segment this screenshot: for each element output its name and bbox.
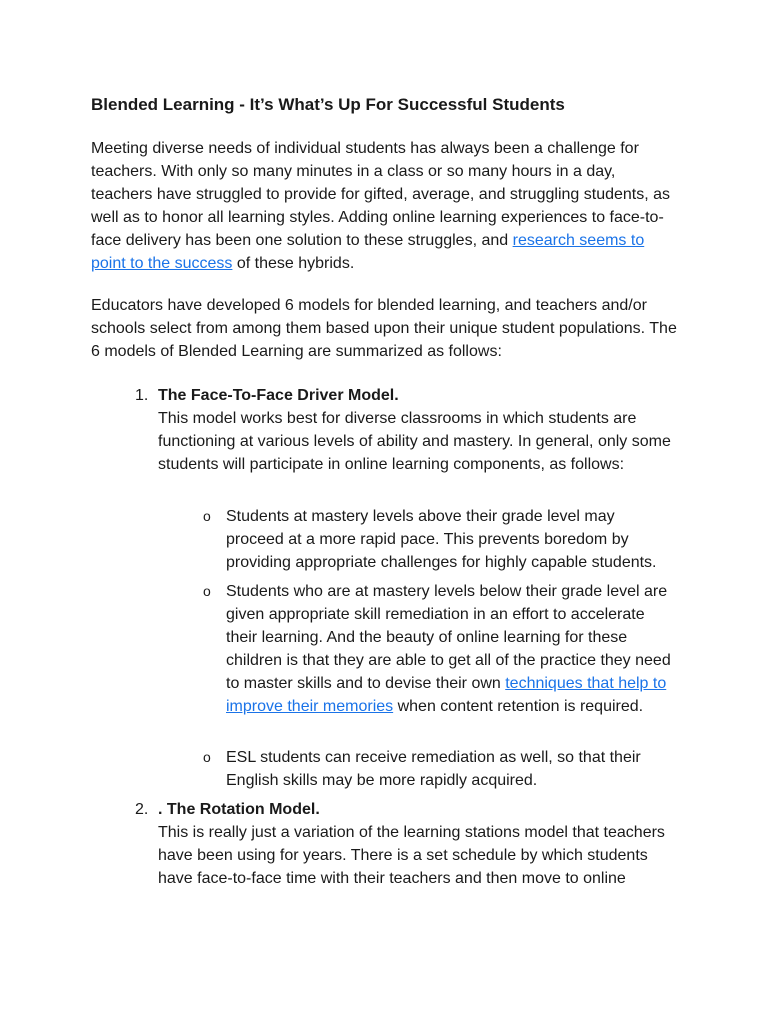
- research-link[interactable]: research seems to point to the success: [91, 232, 645, 272]
- bullet-marker: o: [203, 583, 211, 599]
- bullet-marker: o: [203, 749, 211, 765]
- intro-paragraph: [91, 137, 681, 275]
- list-number: 2.: [135, 801, 149, 818]
- document-title: Blended Learning - It’s What’s Up For Successful Students: [91, 95, 565, 114]
- bullet-marker: o: [203, 508, 211, 524]
- intro-text: Meeting diverse needs of individual students has always been a challenge for teachers. With only so many minutes in a class or so many hours in a day, teachers have struggled to provide for gifted, average, and struggling students, as well as to honor all learning styles. Adding online learning experiences to face-to-face delivery has been one solution to these struggles, and: [91, 140, 671, 249]
- sub-list-item: [226, 580, 671, 718]
- sub-list-item: Students at mastery levels above their grade level may proceed at a more rapid pace. This prevents boredom by providing appropriate challenges for highly capable students.: [226, 508, 657, 571]
- item-heading: . The Rotation Model.: [158, 801, 320, 818]
- memory-techniques-link[interactable]: techniques that help to improve their memories: [226, 675, 667, 715]
- list-item: [158, 384, 678, 476]
- item-heading: The Face-To-Face Driver Model.: [158, 387, 399, 404]
- item-body: This is really just a variation of the learning stations model that teachers have been using for years. There is a set schedule by which students have face-to-face time with their teachers and then move to online: [158, 824, 665, 887]
- list-item: [158, 798, 678, 890]
- item-body: This model works best for diverse classrooms in which students are functioning at various levels of ability and mastery. In general, only some students will participate in online learning components, as follows:: [158, 410, 671, 473]
- models-intro-paragraph: Educators have developed 6 models for blended learning, and teachers and/or schools select from among them based upon their unique student populations. The 6 models of Blended Learning are summarized as follows:: [91, 297, 677, 360]
- sub-list-item: ESL students can receive remediation as well, so that their English skills may be more rapidly acquired.: [226, 749, 641, 789]
- list-number: 1.: [135, 387, 149, 404]
- intro-text-end: of these hybrids.: [232, 255, 355, 272]
- sub-item-text: Students who are at mastery levels below their grade level are given appropriate skill remediation in an effort to accelerate their learning. And the beauty of online learning for these children is that they are able to get all of the practice they need to master skills and to devise their own: [226, 583, 671, 692]
- sub-item-text-end: when content retention is required.: [393, 698, 644, 715]
